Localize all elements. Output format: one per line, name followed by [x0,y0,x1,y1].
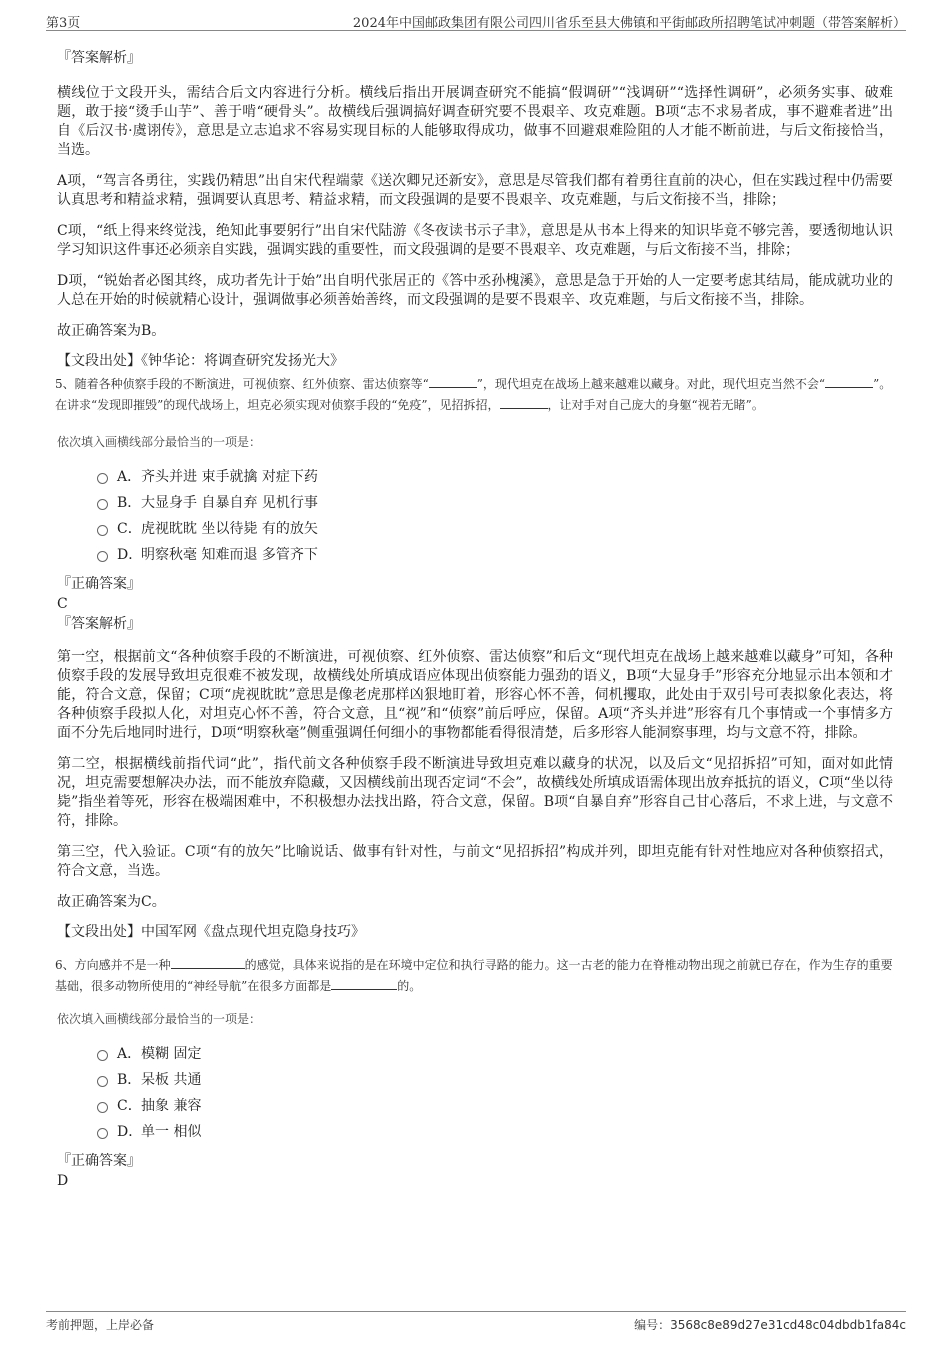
blank [500,394,548,409]
page-number: 第3页 [46,16,81,31]
q6-options [97,1041,893,1145]
radio-icon[interactable] [97,1050,108,1061]
q5-option-d[interactable]: D．明察秋毫 知难而退 多管齐下 [97,542,893,568]
radio-icon[interactable] [97,473,108,484]
q6-option-c[interactable]: C．抽象 兼容 [97,1093,893,1119]
blank [331,975,397,990]
q6-instruction: 依次填入画横线部分最恰当的一项是： [57,1012,262,1026]
q4-analysis-paragraph: A项，“驾言各勇往，实践仍精思”出自宋代程端蒙《送次卿兄还新安》，意思是尽管我们都有着勇往直前的决心，但在实践过程中仍需要认真思考和精益求精，强调要认真思考、精益求精，而文段强调的是要不畏艰辛、攻克难题，与后文衔接不当，排除； [57,173,893,208]
q5-option-c[interactable]: C．虎视眈眈 坐以待毙 有的放矢 [97,516,893,542]
document-id: 编号：3568c8e89d27e31cd48c04dbdb1fa84c [634,1318,906,1332]
page-content [57,44,893,1191]
q6-answer-label: 『正确答案』 [57,1153,141,1169]
q5-options [97,464,893,568]
document-title: 2024年中国邮政集团有限公司四川省乐至县大佛镇和平街邮政所招聘笔试冲刺题（带答案解析） [352,16,906,31]
q5-answer-label: 『正确答案』 [57,576,141,592]
q6-option-d[interactable]: D．单一 相似 [97,1119,893,1145]
footer-slogan: 考前押题，上岸必备 [46,1318,155,1332]
blank [171,954,245,969]
q5-analysis-paragraph: 第三空，代入验证。C项“有的放矢”比喻说话、做事有针对性，与前文“见招拆招”构成并列，即坦克能有针对性地应对各种侦察招式，符合文意，当选。 [57,844,893,879]
q5-question: 5、随着各种侦察手段的不断演进，可视侦察、红外侦察、雷达侦察等“ ”，现代坦克在战场上越来越难以藏身。对此，现代坦克当然不会“ ”。在讲求“发现即摧毁”的现代战场上，坦克必须实现对侦察手段的“免疫”，见招拆招， ，让对手对自己庞大的身躯“视若无睹”。 [55,373,893,415]
q5-answer: C [57,596,68,612]
radio-icon[interactable] [97,1076,108,1087]
q5-source: 【文段出处】中国军网《盘点现代坦克隐身技巧》 [57,924,365,940]
radio-icon[interactable] [97,499,108,510]
q4-analysis-paragraph: D项，“锐始者必图其终，成功者先计于始”出自明代张居正的《答中丞孙槐溪》，意思是急于开始的人一定要考虑其结局，能成就功业的人总在开始的时候就精心设计，强调做事必须善始善终，而文段强调的是要不畏艰辛、攻克难题，与后文衔接不当，排除。 [57,273,893,308]
page-header [46,10,906,31]
q4-conclusion: 故正确答案为B。 [57,323,166,339]
page-footer [46,1311,906,1334]
q5-analysis-paragraph: 第一空，根据前文“各种侦察手段的不断演进，可视侦察、红外侦察、雷达侦察”和后文“现代坦克在战场上越来越难以藏身”可知，各种侦察手段的发展导致坦克很难不被发现，故横线处所填成语应体现出侦察能力强劲的语义，B项“大显身手”形容充分地显示出本领和才能，符合文意，保留；C项“虎视眈眈”意思是像老虎那样凶狠地盯着，形容心怀不善，伺机攫取，此处由于双引号可表拟象化表达，将各种侦察手段拟人化，对坦克心怀不善，符合文意，且“视”和“侦察”前后呼应，保留。A项“齐头并进”形容有几个事情或一个事情多方面不分先后地同时进行，D项“明察秋毫”侧重强调任何细小的事物都能看得很清楚，后多形容人能洞察事理，均与文意不符，排除。 [57,649,893,741]
q5-analysis-paragraph: 第二空，根据横线前指代词“此”，指代前文各种侦察手段不断演进导致坦克难以藏身的状况，以及后文“见招拆招”可知，面对如此情况，坦克需要想解决办法，而不能放弃隐藏，又因横线前出现否定词“不会”，故横线处所填成语需体现出放弃抵抗的语义，C项“坐以待毙”指坐着等死，形容在极端困难中，不积极想办法找出路，符合文意，保留。B项“自暴自弃”形容自己甘心落后，不求上进，与文意不符，排除。 [57,756,893,829]
q5-instruction: 依次填入画横线部分最恰当的一项是： [57,435,262,449]
q6-answer: D [57,1173,69,1189]
blank [429,373,477,388]
blank [825,373,873,388]
q4-analysis-label: 『答案解析』 [57,50,141,66]
q5-option-a[interactable]: A．齐头并进 束手就擒 对症下药 [97,464,893,490]
q6-option-a[interactable]: A．模糊 固定 [97,1041,893,1067]
q6-question: 6、方向感并不是一种 的感觉，具体来说指的是在环境中定位和执行寻路的能力。这一古老的能力在脊椎动物出现之前就已存在，作为生存的重要基础，很多动物所使用的“神经导航”在很多方面都是 的。 [55,954,893,996]
q5-analysis-label: 『答案解析』 [57,616,141,632]
q6-option-b[interactable]: B．呆板 共通 [97,1067,893,1093]
q4-analysis-paragraph: 横线位于文段开头，需结合后文内容进行分析。横线后指出开展调查研究不能搞“假调研”“浅调研”“选择性调研”，必须务实事、破难题，敢于接“烫手山芋”、善于啃“硬骨头”。故横线后强调搞好调查研究要不畏艰辛、攻克难题。B项“志不求易者成，事不避难者进”出自《后汉书·虞诩传》，意思是立志追求不容易实现目标的人能够取得成功，做事不回避艰难险阻的人才能不断前进，与后文衔接恰当，当选。 [57,85,893,158]
q4-analysis-paragraph: C项，“纸上得来终觉浅，绝知此事要躬行”出自宋代陆游《冬夜读书示子聿》，意思是从书本上得来的知识毕竟不够完善，要透彻地认识学习知识这件事还必须亲自实践，强调实践的重要性，而文段强调的是要不畏艰辛、攻克难题，与后文衔接不当，排除； [57,223,893,258]
q4-source: 【文段出处】《钟华论：将调查研究发扬光大》 [57,353,344,369]
q5-option-b[interactable]: B．大显身手 自暴自弃 见机行事 [97,490,893,516]
radio-icon[interactable] [97,1102,108,1113]
radio-icon[interactable] [97,525,108,536]
radio-icon[interactable] [97,551,108,562]
q5-conclusion: 故正确答案为C。 [57,894,166,910]
radio-icon[interactable] [97,1128,108,1139]
